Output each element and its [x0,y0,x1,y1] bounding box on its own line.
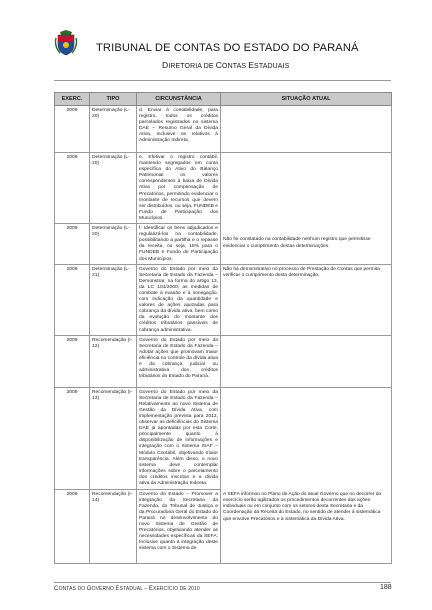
tipo-cell: Recomendação (I-12) [90,335,137,387]
footer-text: CONTAS DO GOVERNO ESTADUAL – EXERCÍCIO DE 2010 [54,585,200,592]
tipo-cell: Determinação (L-21) [90,264,137,335]
column-header-exerc: EXERC. [55,93,90,106]
page-header [0,0,432,80]
situacao-cell [221,106,392,153]
parana-crest-icon [54,30,78,56]
table-row [55,335,392,387]
circunstancia-cell: Governo do Estado por meio da Secretaria de Estado da Fazenda – Relativamente ao novo Sistema de Gestão da Dívida Ativa, com implementação prevista para 2012, observar as deficiências do Sistema DAE já apontadas por esta Corte, principalmente quanto à disponibilização de informações e integração com o Sistema SIAF – Módulo Contábil, objetivando maior transparência. Além disso, o novo sistema deve contemplar informações sobre o parcelamento dos créditos inscritos e a dívida ativa da Administração Indireta. [137,387,221,489]
tipo-cell: Determinação (L-20) [90,224,137,265]
exerc-cell: 2009 [55,335,90,387]
table-row [55,106,392,153]
exerc-cell: 2009 [55,224,90,265]
table-row [55,153,392,224]
table-header-row [55,93,392,106]
circunstancia-cell: e. Efetivar o registro contábil, mantendo segregados em conta específica do Ativo do Balanço Patrimonial os valores correspondentes à baixa de Dívida Ativa por compensação de Precatórios, permitindo evidenciar o montante de recursos que devem ser distribuídos, ou seja, FUNDEB e Fundo de Participação dos Municípios. [137,153,221,224]
situacao-cell: Não há demonstrativo no processo de Prestação de Contas que permita verificar o cumprimento desta determinação. [221,264,392,335]
circunstancia-cell: f. Identificar os bens adjudicados e regularizá-los na contabilidade, possibilitando a partilha e o repasse da receita, ou seja, 15% para o FUNDEB e Fundo de Participação dos Municípios. [137,224,221,265]
table-row [55,387,392,489]
tipo-cell: Determinação (L-20) [90,153,137,224]
tipo-cell: Recomendação (I-13) [90,387,137,489]
page-subtitle: DIRETORIA DE CONTAS ESTADUAIS [162,60,290,70]
table-row [55,264,392,335]
circunstancia-cell: Governo do Estado – Promover a integração da Secretaria da Fazenda, do Tribunal de Justiça e da Procuradoria Geral do Estado do Paraná no desenvolvimento do novo Sistema de Gestão de Precatórios, objetivando atender as necessidades específicas da SEFA. Inclusive quanto à integração deste sistema com o Sistema de [137,489,221,563]
column-header-tipo: TIPO [90,93,137,106]
circunstancia-cell: Governo do Estado por meio da Secretaria de Estado da Fazenda – Adotar ações que promovam maior eficiência no controle da dívida ativa e da cobrança judicial ou administrativa dos créditos tributários do Estado do Paraná. [137,335,221,387]
column-header-circunstancia: CIRCUNSTÂNCIA [137,93,221,106]
column-header-situacao: SITUAÇÃO ATUAL [221,93,392,106]
page-number: 188 [380,584,392,591]
situacao-cell: Não foi constatado na contabilidade nenhum registro que permitisse evidenciar o cumprimento destas determinações. [221,153,392,265]
tipo-cell: Recomendação (I-14) [90,489,137,563]
circunstancia-cell: d. Enviar à contabilidade, para registro, todos os créditos parcelados registrados no sistema DAE – Resumo Geral da Dívida Ativa, inclusive os relativos à Administração Indireta. [137,106,221,153]
exerc-cell: 2009 [55,387,90,489]
situacao-cell: A SEFA informou no Plano de Ação do atual Governo que no decorrer do exercício serão agilizados os procedimentos decorrentes das ações individuais ou em conjunto com os setores desta Secretaria e da Coordenação da Receita do Estado, no sentido de atender à sistemática que envolve Precatórios e à sistemática da Dívida Ativa. [221,387,392,563]
exerc-cell: 2009 [55,153,90,224]
exerc-cell: 2009 [55,489,90,563]
situacao-cell [221,335,392,387]
header-divider [54,80,391,81]
exerc-cell: 2009 [55,264,90,335]
exerc-cell: 2009 [55,106,90,153]
determinations-table [54,92,392,564]
footer-divider [54,582,391,583]
circunstancia-cell: Governo do Estado por meio da Secretaria de Estado da Fazenda – Demonstrar, na forma do artigo 13, da LC 101/2000, as medidas de combate à evasão e à sonegação, com indicação da quantidade e valores de ações ajuizadas para cobrança da dívida ativa, bem como da evolução do montante dos créditos tributários passíveis de cobrança administrativa. [137,264,221,335]
page-title: TRIBUNAL DE CONTAS DO ESTADO DO PARANÁ [96,42,359,54]
tipo-cell: Determinação (L-20) [90,106,137,153]
